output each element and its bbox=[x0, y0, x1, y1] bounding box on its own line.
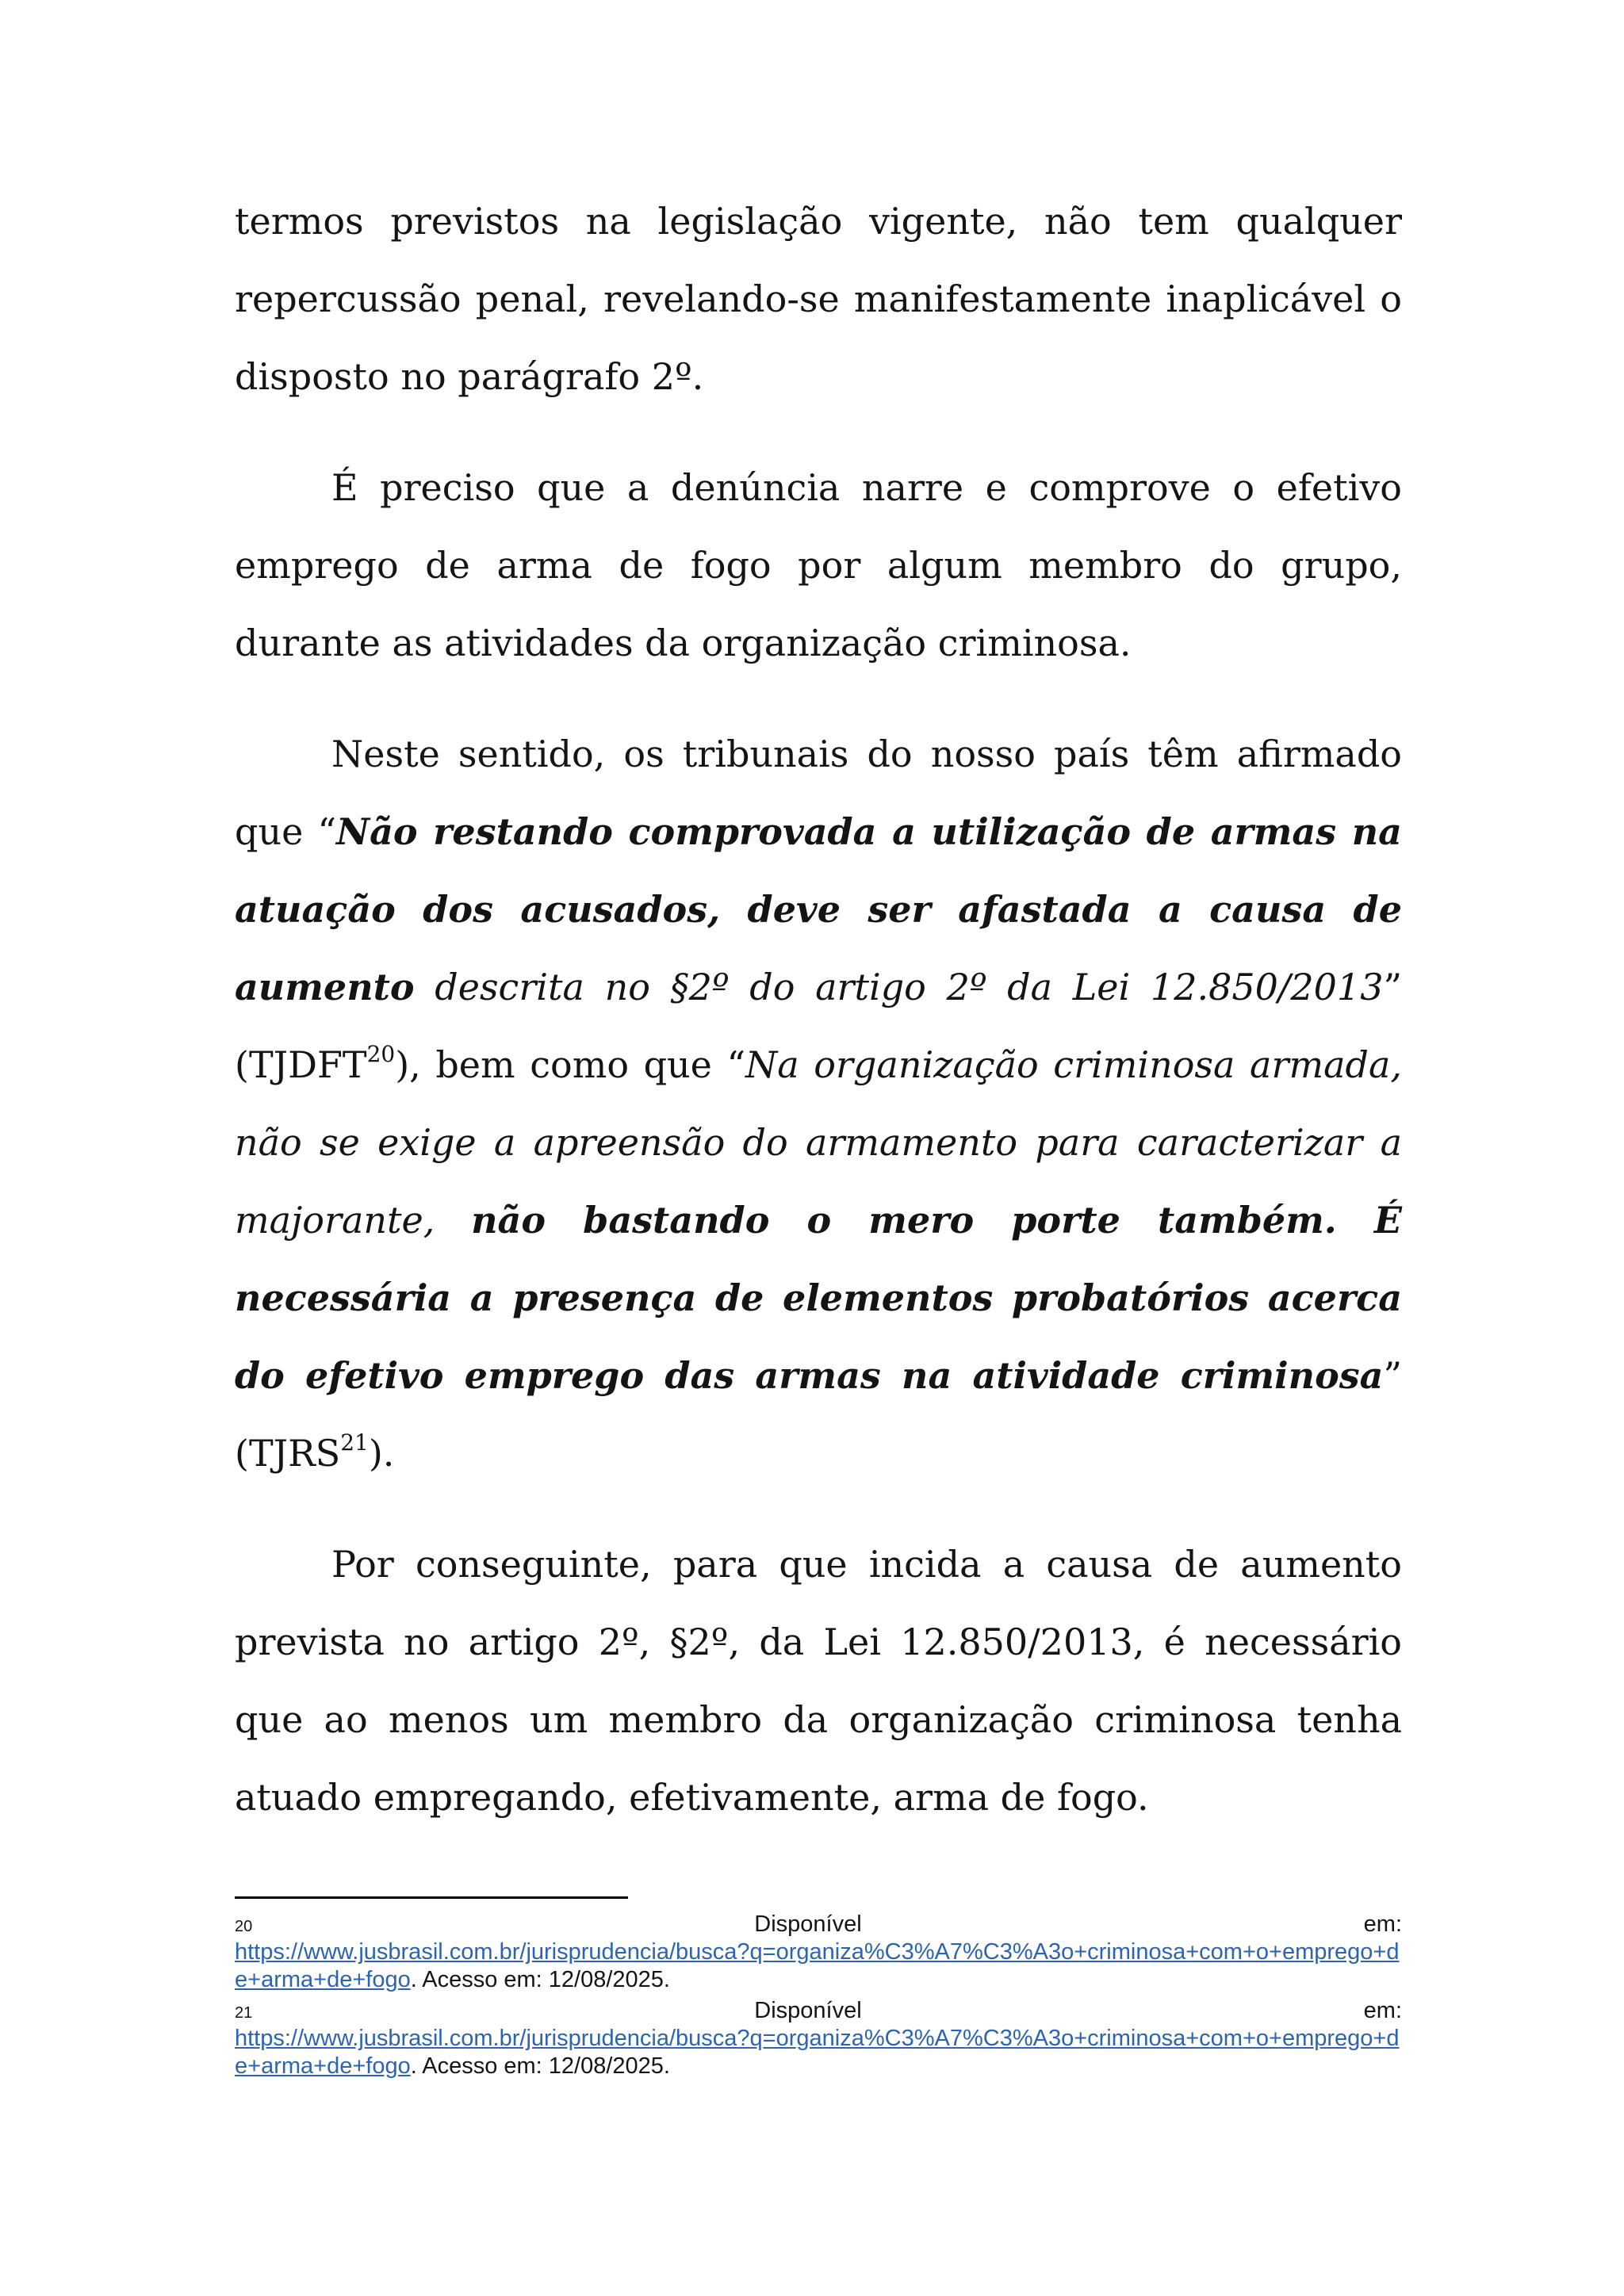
footnote-21 bbox=[235, 1997, 1402, 2080]
footnote-ref-20[interactable]: 20 bbox=[366, 1041, 396, 1067]
paragraph-3-end: ). bbox=[368, 1432, 395, 1475]
paragraph-3-mid: ), bem como que “ bbox=[395, 1043, 746, 1086]
quote-2-emphasis: não bastando o mero porte também. É necessária a presença de elementos probatórios acerca do efetivo emprego das armas na atividade criminosa bbox=[235, 1199, 1402, 1397]
footnote-label: Disponível bbox=[754, 1998, 862, 2023]
footnote-20-head: 20 Disponível em: bbox=[235, 1911, 1402, 1937]
paragraph-3 bbox=[235, 715, 1402, 1492]
footnote-link[interactable]: https://www.jusbrasil.com.br/jurisprudencia/busca?q=organiza%C3%A7%C3%A3o+criminosa+com+o+emprego+de+arma+de+fogo bbox=[235, 2026, 1400, 2079]
paragraph-2: É preciso que a denúncia narre e comprove o efetivo emprego de arma de fogo por algum membro do grupo, durante as atividades da organização criminosa. bbox=[235, 466, 1402, 664]
body-text bbox=[235, 182, 1402, 1836]
quote-1-close: ” (TJDFT bbox=[235, 966, 1402, 1086]
quote-1-emphasis: Não restando comprovada a utilização de armas na atuação dos acusados, deve ser afastada a causa de aumento bbox=[235, 810, 1402, 1008]
quote-2-italic: Na organização criminosa armada, não se exige a apreensão do armamento para caracterizar a majorante, bbox=[235, 1043, 1402, 1242]
paragraph-4: Por conseguinte, para que incida a causa de aumento prevista no artigo 2º, §2º, da Lei 12.850/2013, é necessário que ao menos um membro da organização criminosa tenha atuado empregando, efetivamente, arma de fogo. bbox=[235, 1543, 1402, 1819]
footnote-label: Disponível bbox=[754, 1911, 862, 1937]
footnote-20-body bbox=[235, 1938, 1402, 1994]
footnote-separator bbox=[235, 1896, 628, 1899]
footnote-label-end: em: bbox=[1363, 1911, 1402, 1937]
quote-1-italic: descrita no §2º do artigo 2º da Lei 12.850/2013 bbox=[414, 966, 1384, 1008]
footnotes bbox=[235, 1911, 1402, 2084]
footnote-ref-21[interactable]: 21 bbox=[340, 1429, 369, 1456]
footnote-20 bbox=[235, 1911, 1402, 1994]
footnote-21-head: 21 Disponível em: bbox=[235, 1998, 1402, 2023]
footnote-link[interactable]: https://www.jusbrasil.com.br/jurisprudencia/busca?q=organiza%C3%A7%C3%A3o+criminosa+com+o+emprego+de+arma+de+fogo bbox=[235, 1939, 1400, 1992]
paragraph-1: termos previstos na legislação vigente, não tem qualquer repercussão penal, revelando-se manifestamente inaplicável o disposto no parágrafo 2º. bbox=[235, 200, 1402, 398]
quote-2-close: ” (TJRS bbox=[235, 1354, 1402, 1475]
footnote-access-date: . Acesso em: 12/08/2025. bbox=[410, 2053, 670, 2079]
footnote-access-date: . Acesso em: 12/08/2025. bbox=[410, 1967, 670, 1992]
footnote-21-body bbox=[235, 2025, 1402, 2080]
paragraph-3-intro: Neste sentido, os tribunais do nosso país têm afirmado que “ bbox=[235, 733, 1402, 853]
footnote-label-end: em: bbox=[1363, 1998, 1402, 2023]
